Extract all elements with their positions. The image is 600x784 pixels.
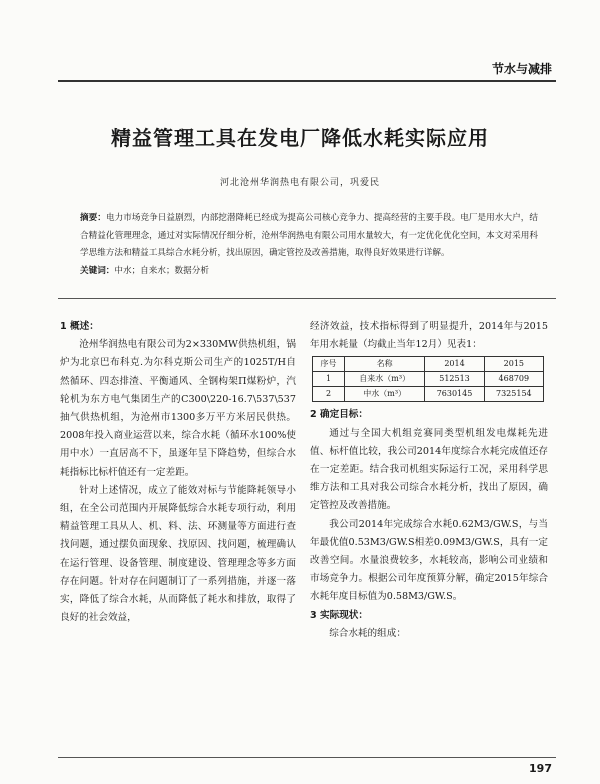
table-header-cell: 名称 xyxy=(344,357,424,372)
abstract xyxy=(80,210,538,263)
right-column xyxy=(310,318,548,643)
paragraph-status: 综合水耗的组成： xyxy=(329,627,406,639)
paragraph-overview: 沧州华润热电有限公司为2×330MW供热机组，锅炉为北京巴布科克.为尔科克斯公司生产的1025T/H自然循环、四态排渣、平衡通风、全钢构架Π煤粉炉，汽轮机为东方电气集团生产的C300\220-16.7\537\537抽气供热机组，为沧州市1300多万平方米居民供热。2008年投入商业运营以来，综合水耗（循环水100%使用中水）一直居高不下，虽逐年呈下降趋势，但综合水耗指标比标杆值还有一定差距。 xyxy=(60,339,296,478)
top-rule xyxy=(58,80,556,82)
paragraph-actions: 针对上述情况，成立了能效对标与节能降耗领导小组，在全公司范围内开展降低综合水耗专项行动，利用精益管理工具从人、机、料、法、环测量等方面进行查找问题，通过摆负面现象、找原因、找问题，梳理确认在运行管理、设备管理、制度建设、管理理念等多方面存在问题。针对存在问题制订了一系列措施，并逐一落实，降低了综合水耗，从而降低了耗水和排放，取得了良好的社会效益， xyxy=(60,484,296,624)
abstract-text: 电力市场竞争日益剧烈，内部挖潜降耗已经成为提高公司核心竞争力、提高经营的主要手段。电厂是用水大户，结合精益化管理理念，通过对实际情况仔细分析，沧州华润热电有限公司用水量较大，有一定优化优化空间，本文对采用科学思维方法和精益工具综合水耗分析，找出原因，确定管控及改善措施，取得良好效果进行详解。 xyxy=(80,213,538,258)
abstract-label: 摘要： xyxy=(80,213,106,223)
table-cell: 512513 xyxy=(425,372,484,387)
table-header-cell: 2014 xyxy=(425,357,484,372)
heading-overview: 1 概述： xyxy=(60,321,99,332)
paragraph-target-2: 我公司2014年完成综合水耗0.62M3/GW.S，与当年最优值0.53M3/GW.S相差0.09M3/GW.S，具有一定改善空间。水量浪费较多，水耗较高，影响公司业绩和市场竞争力。根据公司年度预算分解，确定2015年综合水耗年度目标值为0.58M3/GW.S。 xyxy=(310,518,548,603)
heading-status: 3 实际现状： xyxy=(310,609,368,621)
table-cell: 7325154 xyxy=(484,387,543,402)
article-title: 精益管理工具在发电厂降低水耗实际应用 xyxy=(111,126,489,150)
paragraph-target-1: 通过与全国大机组竞赛同类型机组发电煤耗先进值、标杆值比较，我公司2014年度综合水耗完成值还存在一定差距。结合我司机组实际运行工况，采用科学思维方法和工具对我公司综合水耗分析，找出了原因，确定管控及改善措施。 xyxy=(310,427,548,512)
water-consumption-table xyxy=(312,356,544,402)
table-header-row xyxy=(313,357,544,372)
table-cell: 468709 xyxy=(484,372,543,387)
table-row xyxy=(313,387,544,402)
table-cell: 中水（m³） xyxy=(344,387,424,402)
keywords-label: 关键词： xyxy=(80,266,115,276)
bottom-rule xyxy=(58,757,556,758)
article-author: 河北沧州华润热电有限公司，巩爱民 xyxy=(219,178,380,188)
heading-target: 2 确定目标： xyxy=(310,409,368,421)
section-tag: 节水与减排 xyxy=(491,62,552,76)
keywords-text: 中水；自来水；数据分析 xyxy=(114,266,209,276)
table-header-cell: 序号 xyxy=(313,357,345,372)
page-number: 197 xyxy=(529,762,552,775)
table-cell: 2 xyxy=(313,387,345,402)
paragraph-continued: 经济效益，技术指标得到了明显提升，2014年与2015年用水耗量（均截止当年12月）见表1： xyxy=(310,321,548,351)
divider xyxy=(58,298,556,299)
left-column xyxy=(60,318,296,627)
table-cell: 7630145 xyxy=(425,387,484,402)
table-row xyxy=(313,372,544,387)
table-cell: 自来水（m³） xyxy=(344,372,424,387)
keywords xyxy=(80,263,538,279)
table-header-cell: 2015 xyxy=(484,357,543,372)
table-cell: 1 xyxy=(313,372,345,387)
